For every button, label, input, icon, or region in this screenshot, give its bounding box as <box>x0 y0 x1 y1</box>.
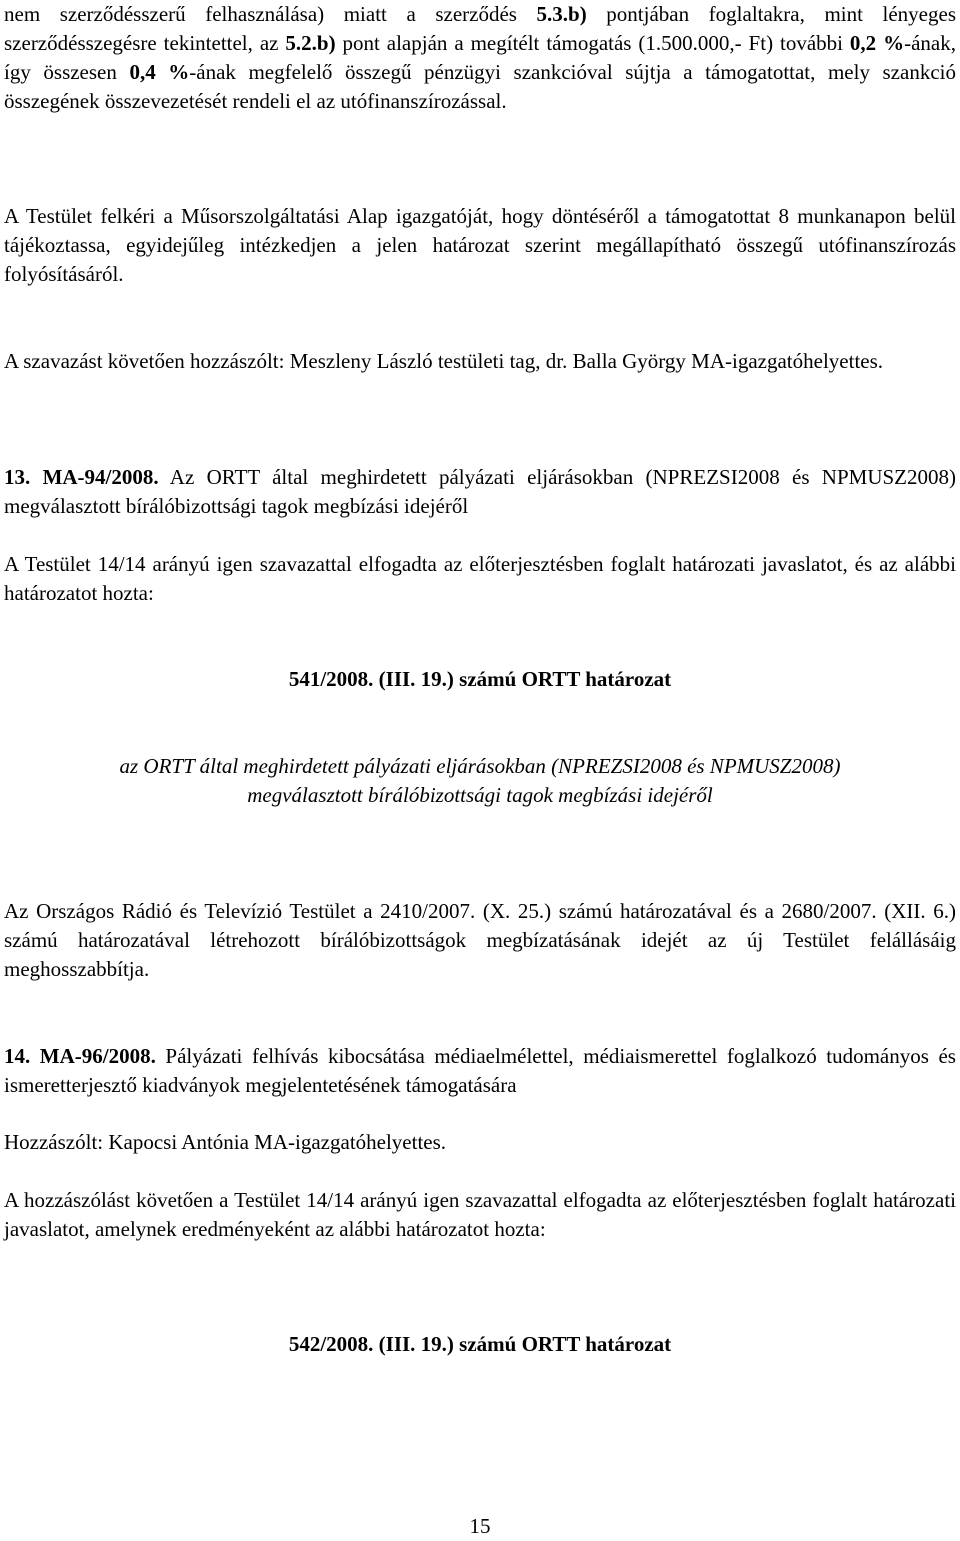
bold-percentage: 0,4 % <box>129 60 190 84</box>
decision-body-541: Az Országos Rádió és Televízió Testület a 2410/2007. (X. 25.) számú határozatával és a 2680/2007. (XII. 6.) számú határozatával létrehozott bírálóbizottságok megbízatásának idejét az új Testület felállásáig meghosszabbítja. <box>4 899 956 981</box>
decision-subtitle-line-1: az ORTT által meghirdetett pályázati eljárásokban (NPREZSI2008 és NPMUSZ2008) <box>119 754 841 778</box>
paragraph-vote: A Testület 14/14 arányú igen szavazattal elfogadta az előterjesztésben foglalt határozati javaslatot, és az alábbi határozatot hozta: <box>4 552 956 605</box>
agenda-item-13 <box>4 463 956 521</box>
decision-title-542: 542/2008. (III. 19.) számú ORTT határozat <box>288 1332 672 1356</box>
agenda-item-label: 13. MA-94/2008. <box>4 465 159 489</box>
paragraph-comment: A szavazást követően hozzászólt: Meszleny László testületi tag, dr. Balla György MA-igazgatóhelyettes. <box>4 349 884 373</box>
decision-title-541: 541/2008. (III. 19.) számú ORTT határozat <box>288 667 672 691</box>
text-run: nem szerződésszerű felhasználása) miatt a szerződés <box>4 2 537 26</box>
page-number: 15 <box>469 1514 491 1538</box>
bold-reference: 5.2.b) <box>285 31 336 55</box>
bold-reference: 5.3.b) <box>536 2 587 26</box>
decision-subtitle-line-2: megválasztott bírálóbizottsági tagok megbízási idejéről <box>247 783 713 807</box>
text-run: pontjában foglaltakra, mint lényeges szerződésszegésre tekintettel, az <box>4 2 956 55</box>
text-run: -ának megfelelő összegű pénzügyi szankcióval sújtja a támogatottat, mely szankció összegének összevezetését rendeli el az utófinanszírozással. <box>4 60 956 113</box>
paragraph-notification: A Testület felkéri a Műsorszolgáltatási Alap igazgatóját, hogy döntéséről a támogatottat 8 munkanapon belül tájékoztassa, egyidejűleg intézkedjen a jelen határozat szerint megállapítható összegű utófinanszírozás folyósításáról. <box>4 204 956 286</box>
bold-percentage: 0,2 % <box>849 31 905 55</box>
text-run: -ának, így összesen <box>4 31 956 84</box>
text-run: pont alapján a megítélt támogatás (1.500.000,- Ft) további <box>335 31 850 55</box>
paragraph-sanction <box>4 0 956 116</box>
paragraph-vote-2: A hozzászólást követően a Testület 14/14 arányú igen szavazattal elfogadta az előterjesztésben foglalt határozati javaslatot, amelynek eredményeként az alábbi határozatot hozta: <box>4 1188 956 1241</box>
agenda-item-title: Pályázati felhívás kibocsátása médiaelmélettel, médiaismerettel foglalkozó tudományos és ismeretterjesztő kiadványok megjelentetésének támogatására <box>4 1044 956 1097</box>
agenda-item-title: Az ORTT által meghirdetett pályázati eljárásokban (NPREZSI2008 és NPMUSZ2008) megválasztott bírálóbizottsági tagok megbízási idejéről <box>4 465 956 518</box>
agenda-item-label: 14. MA-96/2008. <box>4 1044 156 1068</box>
agenda-item-14 <box>4 1042 956 1100</box>
paragraph-commenter: Hozzászólt: Kapocsi Antónia MA-igazgatóhelyettes. <box>4 1130 447 1154</box>
